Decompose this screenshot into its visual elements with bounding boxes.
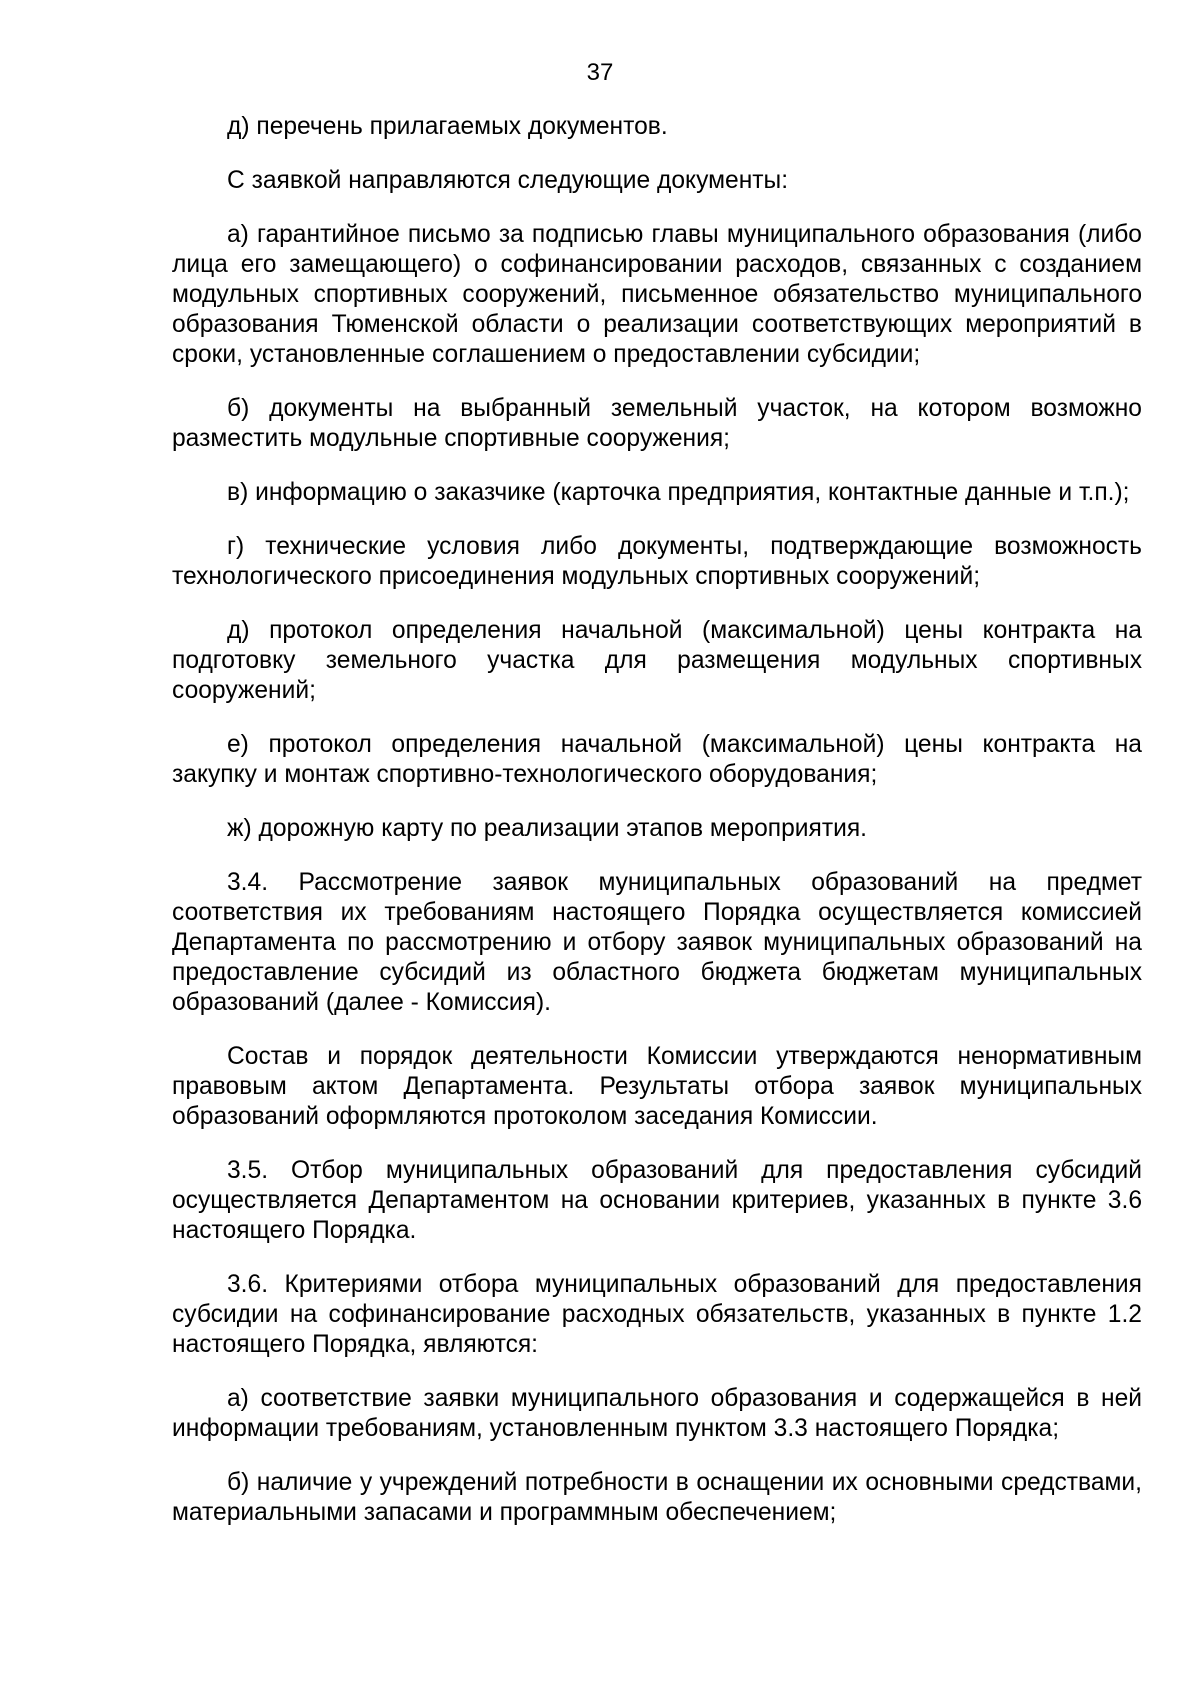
paragraph-criterion-b: б) наличие у учреждений потребности в оснащении их основными средствами, материальными запасами и программным обеспечением; [172, 1469, 1142, 1526]
paragraph-item-a: а) гарантийное письмо за подписью главы муниципального образования (либо лица его замещающего) о софинансировании расходов, связанных с созданием модульных спортивных сооружений, письменное обязательство муниципального образования Тюменской области о реализации соответствующих мероприятий в сроки, установленные соглашением о предоставлении субсидии; [172, 221, 1142, 368]
paragraph-item-v: в) информацию о заказчике (карточка предприятия, контактные данные и т.п.); [227, 479, 1130, 506]
paragraph-documents-intro: С заявкой направляются следующие документы: [227, 167, 789, 194]
page-number: 37 [586, 59, 614, 86]
paragraph-section-3-4: 3.4. Рассмотрение заявок муниципальных образований на предмет соответствия их требованиям настоящего Порядка осуществляется комиссией Департамента по рассмотрению и отбору заявок муниципальных образований на предоставление субсидий из областного бюджета бюджетам муниципальных образований (далее - Комиссия). [172, 869, 1142, 1016]
paragraph-section-3-5: 3.5. Отбор муниципальных образований для предоставления субсидий осуществляется Департаментом на основании критериев, указанных в пункте 3.6 настоящего Порядка. [172, 1157, 1142, 1244]
paragraph-item-d: д) протокол определения начальной (максимальной) цены контракта на подготовку земельного участка для размещения модульных спортивных сооружений; [172, 617, 1142, 704]
paragraph-item-zh: ж) дорожную карту по реализации этапов мероприятия. [227, 815, 867, 842]
paragraph-item-g: г) технические условия либо документы, подтверждающие возможность технологического присоединения модульных спортивных сооружений; [172, 533, 1142, 590]
document-body [172, 112, 1142, 1552]
paragraph-list-documents: д) перечень прилагаемых документов. [227, 113, 668, 140]
paragraph-criterion-a: а) соответствие заявки муниципального образования и содержащейся в ней информации требованиям, установленным пунктом 3.3 настоящего Порядка; [172, 1385, 1142, 1442]
paragraph-item-b: б) документы на выбранный земельный участок, на котором возможно разместить модульные спортивные сооружения; [172, 395, 1142, 452]
paragraph-section-3-6: 3.6. Критериями отбора муниципальных образований для предоставления субсидии на софинансирование расходных обязательств, указанных в пункте 1.2 настоящего Порядка, являются: [172, 1271, 1142, 1358]
paragraph-item-e: е) протокол определения начальной (максимальной) цены контракта на закупку и монтаж спортивно-технологического оборудования; [172, 731, 1142, 788]
paragraph-commission: Состав и порядок деятельности Комиссии утверждаются ненормативным правовым актом Департамента. Результаты отбора заявок муниципальных образований оформляются протоколом заседания Комиссии. [172, 1043, 1142, 1130]
